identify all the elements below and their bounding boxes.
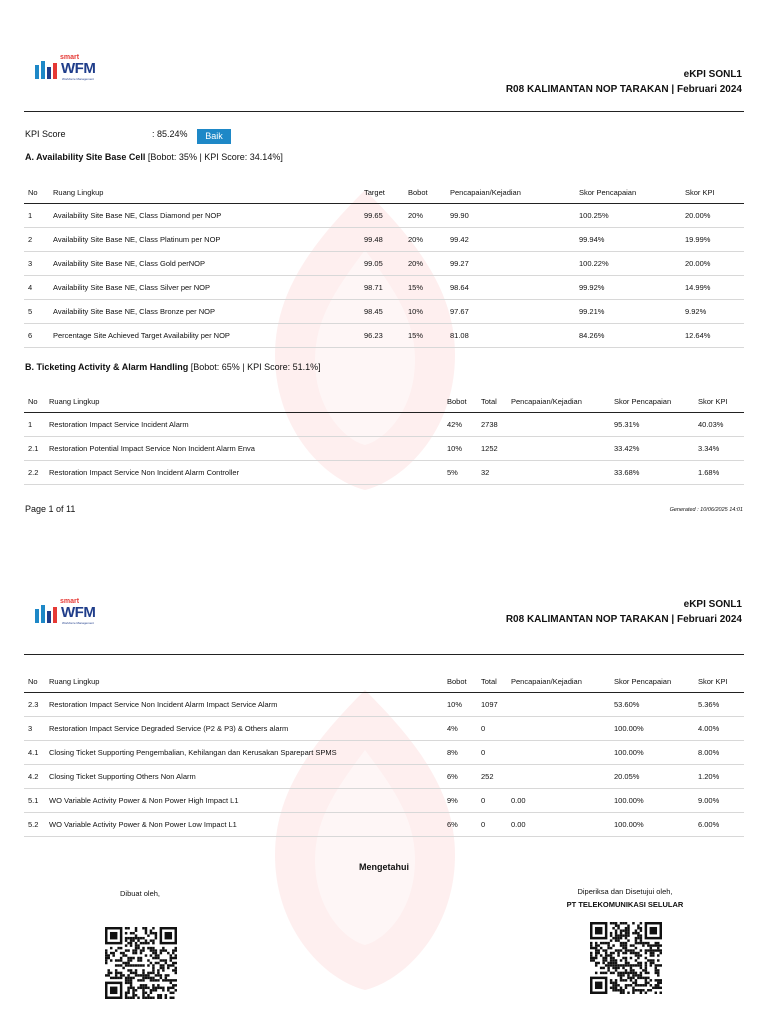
cell-skor-pencapaian: 100.00% <box>610 789 694 813</box>
cell-pencapaian <box>507 693 610 717</box>
qr-code-prepared <box>105 927 177 999</box>
cell-skor-pencapaian: 20.05% <box>610 765 694 789</box>
cell-pencapaian: 81.08 <box>446 324 575 348</box>
cell-target: 99.05 <box>360 252 404 276</box>
col-pencapaian: Pencapaian/Kejadian <box>446 181 575 204</box>
cell-no: 4.1 <box>24 741 45 765</box>
cell-ruang-lingkup: Restoration Impact Service Non Incident Alarm Controller <box>45 461 443 485</box>
cell-pencapaian: 99.27 <box>446 252 575 276</box>
cell-skor-kpi: 6.00% <box>694 813 744 837</box>
cell-target: 99.65 <box>360 204 404 228</box>
col-no: No <box>24 390 45 413</box>
smart-wfm-logo <box>34 598 114 628</box>
cell-bobot: 6% <box>443 765 477 789</box>
cell-no: 1 <box>24 413 45 437</box>
cell-skor-pencapaian: 84.26% <box>575 324 681 348</box>
ticketing-table-continued <box>24 670 744 837</box>
cell-skor-kpi: 12.64% <box>681 324 744 348</box>
cell-skor-pencapaian: 100.00% <box>610 813 694 837</box>
smart-wfm-logo <box>34 54 114 84</box>
col-ruang-lingkup: Ruang Lingkup <box>49 181 360 204</box>
table-row <box>24 276 744 300</box>
cell-target: 98.45 <box>360 300 404 324</box>
wfm-logo-icon <box>34 59 58 81</box>
cell-no: 1 <box>24 204 49 228</box>
col-ruang-lingkup: Ruang Lingkup <box>45 390 443 413</box>
section-a-heading: A. Availability Site Base Cell <box>25 152 146 162</box>
cell-total: 252 <box>477 765 507 789</box>
cell-skor-kpi: 4.00% <box>694 717 744 741</box>
page-number: Page 1 of 11 <box>25 504 76 514</box>
col-bobot: Bobot <box>404 181 446 204</box>
cell-bobot: 9% <box>443 789 477 813</box>
availability-table <box>24 181 744 348</box>
col-no: No <box>24 181 49 204</box>
report-title: eKPI SONL1 <box>683 599 742 610</box>
cell-total: 0 <box>477 741 507 765</box>
cell-no: 5 <box>24 300 49 324</box>
cell-skor-pencapaian: 100.00% <box>610 741 694 765</box>
cell-no: 4.2 <box>24 765 45 789</box>
cell-ruang-lingkup: Availability Site Base NE, Class Gold perNOP <box>49 252 360 276</box>
table-row <box>24 765 744 789</box>
cell-target: 98.71 <box>360 276 404 300</box>
cell-pencapaian <box>507 413 610 437</box>
header-divider <box>24 111 744 112</box>
prepared-by-label: Dibuat oleh, <box>119 889 161 898</box>
logo-brand-text: WFM <box>61 604 96 621</box>
col-skor-kpi: Skor KPI <box>694 670 744 693</box>
cell-pencapaian <box>507 717 610 741</box>
cell-bobot: 5% <box>443 461 477 485</box>
table-header-row <box>24 670 744 693</box>
logo-tagline: Workforce Management <box>62 77 94 81</box>
cell-ruang-lingkup: Closing Ticket Supporting Pengembalian, Kehilangan dan Kerusakan Sparepart SPMS <box>45 741 443 765</box>
cell-skor-pencapaian: 99.94% <box>575 228 681 252</box>
cell-bobot: 15% <box>404 276 446 300</box>
cell-bobot: 15% <box>404 324 446 348</box>
col-pencapaian: Pencapaian/Kejadian <box>507 390 610 413</box>
cell-skor-kpi: 1.20% <box>694 765 744 789</box>
cell-skor-kpi: 8.00% <box>694 741 744 765</box>
col-total: Total <box>477 390 507 413</box>
report-header <box>506 67 742 97</box>
section-b-heading: B. Ticketing Activity & Alarm Handling <box>25 362 189 372</box>
cell-no: 2.3 <box>24 693 45 717</box>
generated-timestamp: Generated : 10/06/2025 14:01 <box>669 507 743 513</box>
kpi-score-label: KPI Score <box>25 129 66 139</box>
cell-bobot: 20% <box>404 252 446 276</box>
cell-ruang-lingkup: WO Variable Activity Power & Non Power High Impact L1 <box>45 789 443 813</box>
cell-skor-kpi: 3.34% <box>694 437 744 461</box>
kpi-score-value: : 85.24% <box>152 129 188 139</box>
cell-skor-pencapaian: 99.21% <box>575 300 681 324</box>
col-bobot: Bobot <box>443 390 477 413</box>
kpi-status-badge: Baik <box>197 129 231 144</box>
logo-smart-text: smart <box>60 54 80 61</box>
cell-bobot: 10% <box>443 437 477 461</box>
logo-tagline: Workforce Management <box>62 621 94 625</box>
cell-bobot: 4% <box>443 717 477 741</box>
table-row <box>24 461 744 485</box>
ticketing-table <box>24 390 744 485</box>
cell-pencapaian: 97.67 <box>446 300 575 324</box>
table-row <box>24 252 744 276</box>
cell-ruang-lingkup: Restoration Impact Service Incident Alarm <box>45 413 443 437</box>
cell-skor-kpi: 19.99% <box>681 228 744 252</box>
cell-no: 6 <box>24 324 49 348</box>
cell-pencapaian: 99.90 <box>446 204 575 228</box>
cell-skor-pencapaian: 99.92% <box>575 276 681 300</box>
cell-pencapaian <box>507 461 610 485</box>
kpi-score-row <box>25 129 188 139</box>
col-ruang-lingkup: Ruang Lingkup <box>45 670 443 693</box>
table-row <box>24 693 744 717</box>
table-row <box>24 204 744 228</box>
cell-pencapaian: 99.42 <box>446 228 575 252</box>
cell-skor-pencapaian: 53.60% <box>610 693 694 717</box>
logo-brand-text: WFM <box>61 60 96 77</box>
cell-skor-pencapaian: 100.22% <box>575 252 681 276</box>
cell-bobot: 10% <box>404 300 446 324</box>
cell-no: 3 <box>24 252 49 276</box>
cell-ruang-lingkup: Availability Site Base NE, Class Diamond per NOP <box>49 204 360 228</box>
col-target: Target <box>360 181 404 204</box>
cell-no: 2.2 <box>24 461 45 485</box>
table-row <box>24 413 744 437</box>
col-skor-kpi: Skor KPI <box>681 181 744 204</box>
cell-no: 2 <box>24 228 49 252</box>
section-b-title <box>25 362 321 372</box>
cell-skor-pencapaian: 33.68% <box>610 461 694 485</box>
cell-skor-kpi: 40.03% <box>694 413 744 437</box>
cell-total: 2738 <box>477 413 507 437</box>
cell-ruang-lingkup: Availability Site Base NE, Class Platinum per NOP <box>49 228 360 252</box>
cell-no: 3 <box>24 717 45 741</box>
section-a-title <box>25 152 283 162</box>
col-pencapaian: Pencapaian/Kejadian <box>507 670 610 693</box>
table-row <box>24 228 744 252</box>
cell-ruang-lingkup: Availability Site Base NE, Class Bronze per NOP <box>49 300 360 324</box>
table-header-row <box>24 181 744 204</box>
cell-ruang-lingkup: WO Variable Activity Power & Non Power Low Impact L1 <box>45 813 443 837</box>
cell-target: 96.23 <box>360 324 404 348</box>
cell-ruang-lingkup: Restoration Potential Impact Service Non Incident Alarm Enva <box>45 437 443 461</box>
cell-bobot: 10% <box>443 693 477 717</box>
cell-no: 5.2 <box>24 813 45 837</box>
cell-skor-pencapaian: 100.00% <box>610 717 694 741</box>
col-skor-pencapaian: Skor Pencapaian <box>610 670 694 693</box>
table-row <box>24 324 744 348</box>
cell-bobot: 8% <box>443 741 477 765</box>
cell-total: 0 <box>477 717 507 741</box>
cell-skor-kpi: 9.00% <box>694 789 744 813</box>
approver-organization: PT TELEKOMUNIKASI SELULAR <box>566 900 684 909</box>
report-title: eKPI SONL1 <box>683 69 742 80</box>
report-subtitle: R08 KALIMANTAN NOP TARAKAN | Februari 2024 <box>505 614 742 625</box>
cell-pencapaian <box>507 741 610 765</box>
cell-total: 0 <box>477 789 507 813</box>
table-row <box>24 741 744 765</box>
cell-ruang-lingkup: Restoration Impact Service Degraded Service (P2 & P3) & Others alarm <box>45 717 443 741</box>
table-row <box>24 789 744 813</box>
cell-ruang-lingkup: Closing Ticket Supporting Others Non Alarm <box>45 765 443 789</box>
cell-total: 0 <box>477 813 507 837</box>
cell-pencapaian: 0.00 <box>507 813 610 837</box>
cell-skor-pencapaian: 95.31% <box>610 413 694 437</box>
cell-no: 2.1 <box>24 437 45 461</box>
col-bobot: Bobot <box>443 670 477 693</box>
cell-bobot: 20% <box>404 228 446 252</box>
cell-skor-pencapaian: 100.25% <box>575 204 681 228</box>
cell-total: 32 <box>477 461 507 485</box>
cell-pencapaian: 0.00 <box>507 789 610 813</box>
cell-total: 1252 <box>477 437 507 461</box>
col-skor-kpi: Skor KPI <box>694 390 744 413</box>
table-row <box>24 813 744 837</box>
cell-target: 99.48 <box>360 228 404 252</box>
cell-ruang-lingkup: Restoration Impact Service Non Incident Alarm Impact Service Alarm <box>45 693 443 717</box>
col-skor-pencapaian: Skor Pencapaian <box>610 390 694 413</box>
table-row <box>24 437 744 461</box>
cell-no: 4 <box>24 276 49 300</box>
table-row <box>24 300 744 324</box>
section-b-info: [Bobot: 65% | KPI Score: 51.1%] <box>190 362 321 372</box>
cell-skor-kpi: 14.99% <box>681 276 744 300</box>
logo-smart-text: smart <box>60 598 80 605</box>
acknowledgement-heading: Mengetahui <box>358 862 409 872</box>
table-header-row <box>24 390 744 413</box>
cell-bobot: 6% <box>443 813 477 837</box>
cell-bobot: 20% <box>404 204 446 228</box>
qr-code-approved <box>590 922 662 994</box>
cell-skor-kpi: 9.92% <box>681 300 744 324</box>
cell-skor-kpi: 20.00% <box>681 204 744 228</box>
cell-skor-kpi: 5.36% <box>694 693 744 717</box>
cell-pencapaian <box>507 437 610 461</box>
report-subtitle: R08 KALIMANTAN NOP TARAKAN | Februari 2024 <box>505 84 742 95</box>
cell-skor-kpi: 1.68% <box>694 461 744 485</box>
cell-ruang-lingkup: Availability Site Base NE, Class Silver per NOP <box>49 276 360 300</box>
wfm-logo-icon <box>34 603 58 625</box>
cell-ruang-lingkup: Percentage Site Achieved Target Availability per NOP <box>49 324 360 348</box>
cell-skor-pencapaian: 33.42% <box>610 437 694 461</box>
report-header <box>506 597 742 627</box>
cell-no: 5.1 <box>24 789 45 813</box>
col-no: No <box>24 670 45 693</box>
cell-skor-kpi: 20.00% <box>681 252 744 276</box>
cell-pencapaian: 98.64 <box>446 276 575 300</box>
table-row <box>24 717 744 741</box>
cell-pencapaian <box>507 765 610 789</box>
section-a-info: [Bobot: 35% | KPI Score: 34.14%] <box>147 152 283 162</box>
header-divider <box>24 654 744 655</box>
cell-total: 1097 <box>477 693 507 717</box>
approved-by-label: Diperiksa dan Disetujui oleh, <box>577 887 673 896</box>
cell-bobot: 42% <box>443 413 477 437</box>
col-skor-pencapaian: Skor Pencapaian <box>575 181 681 204</box>
col-total: Total <box>477 670 507 693</box>
